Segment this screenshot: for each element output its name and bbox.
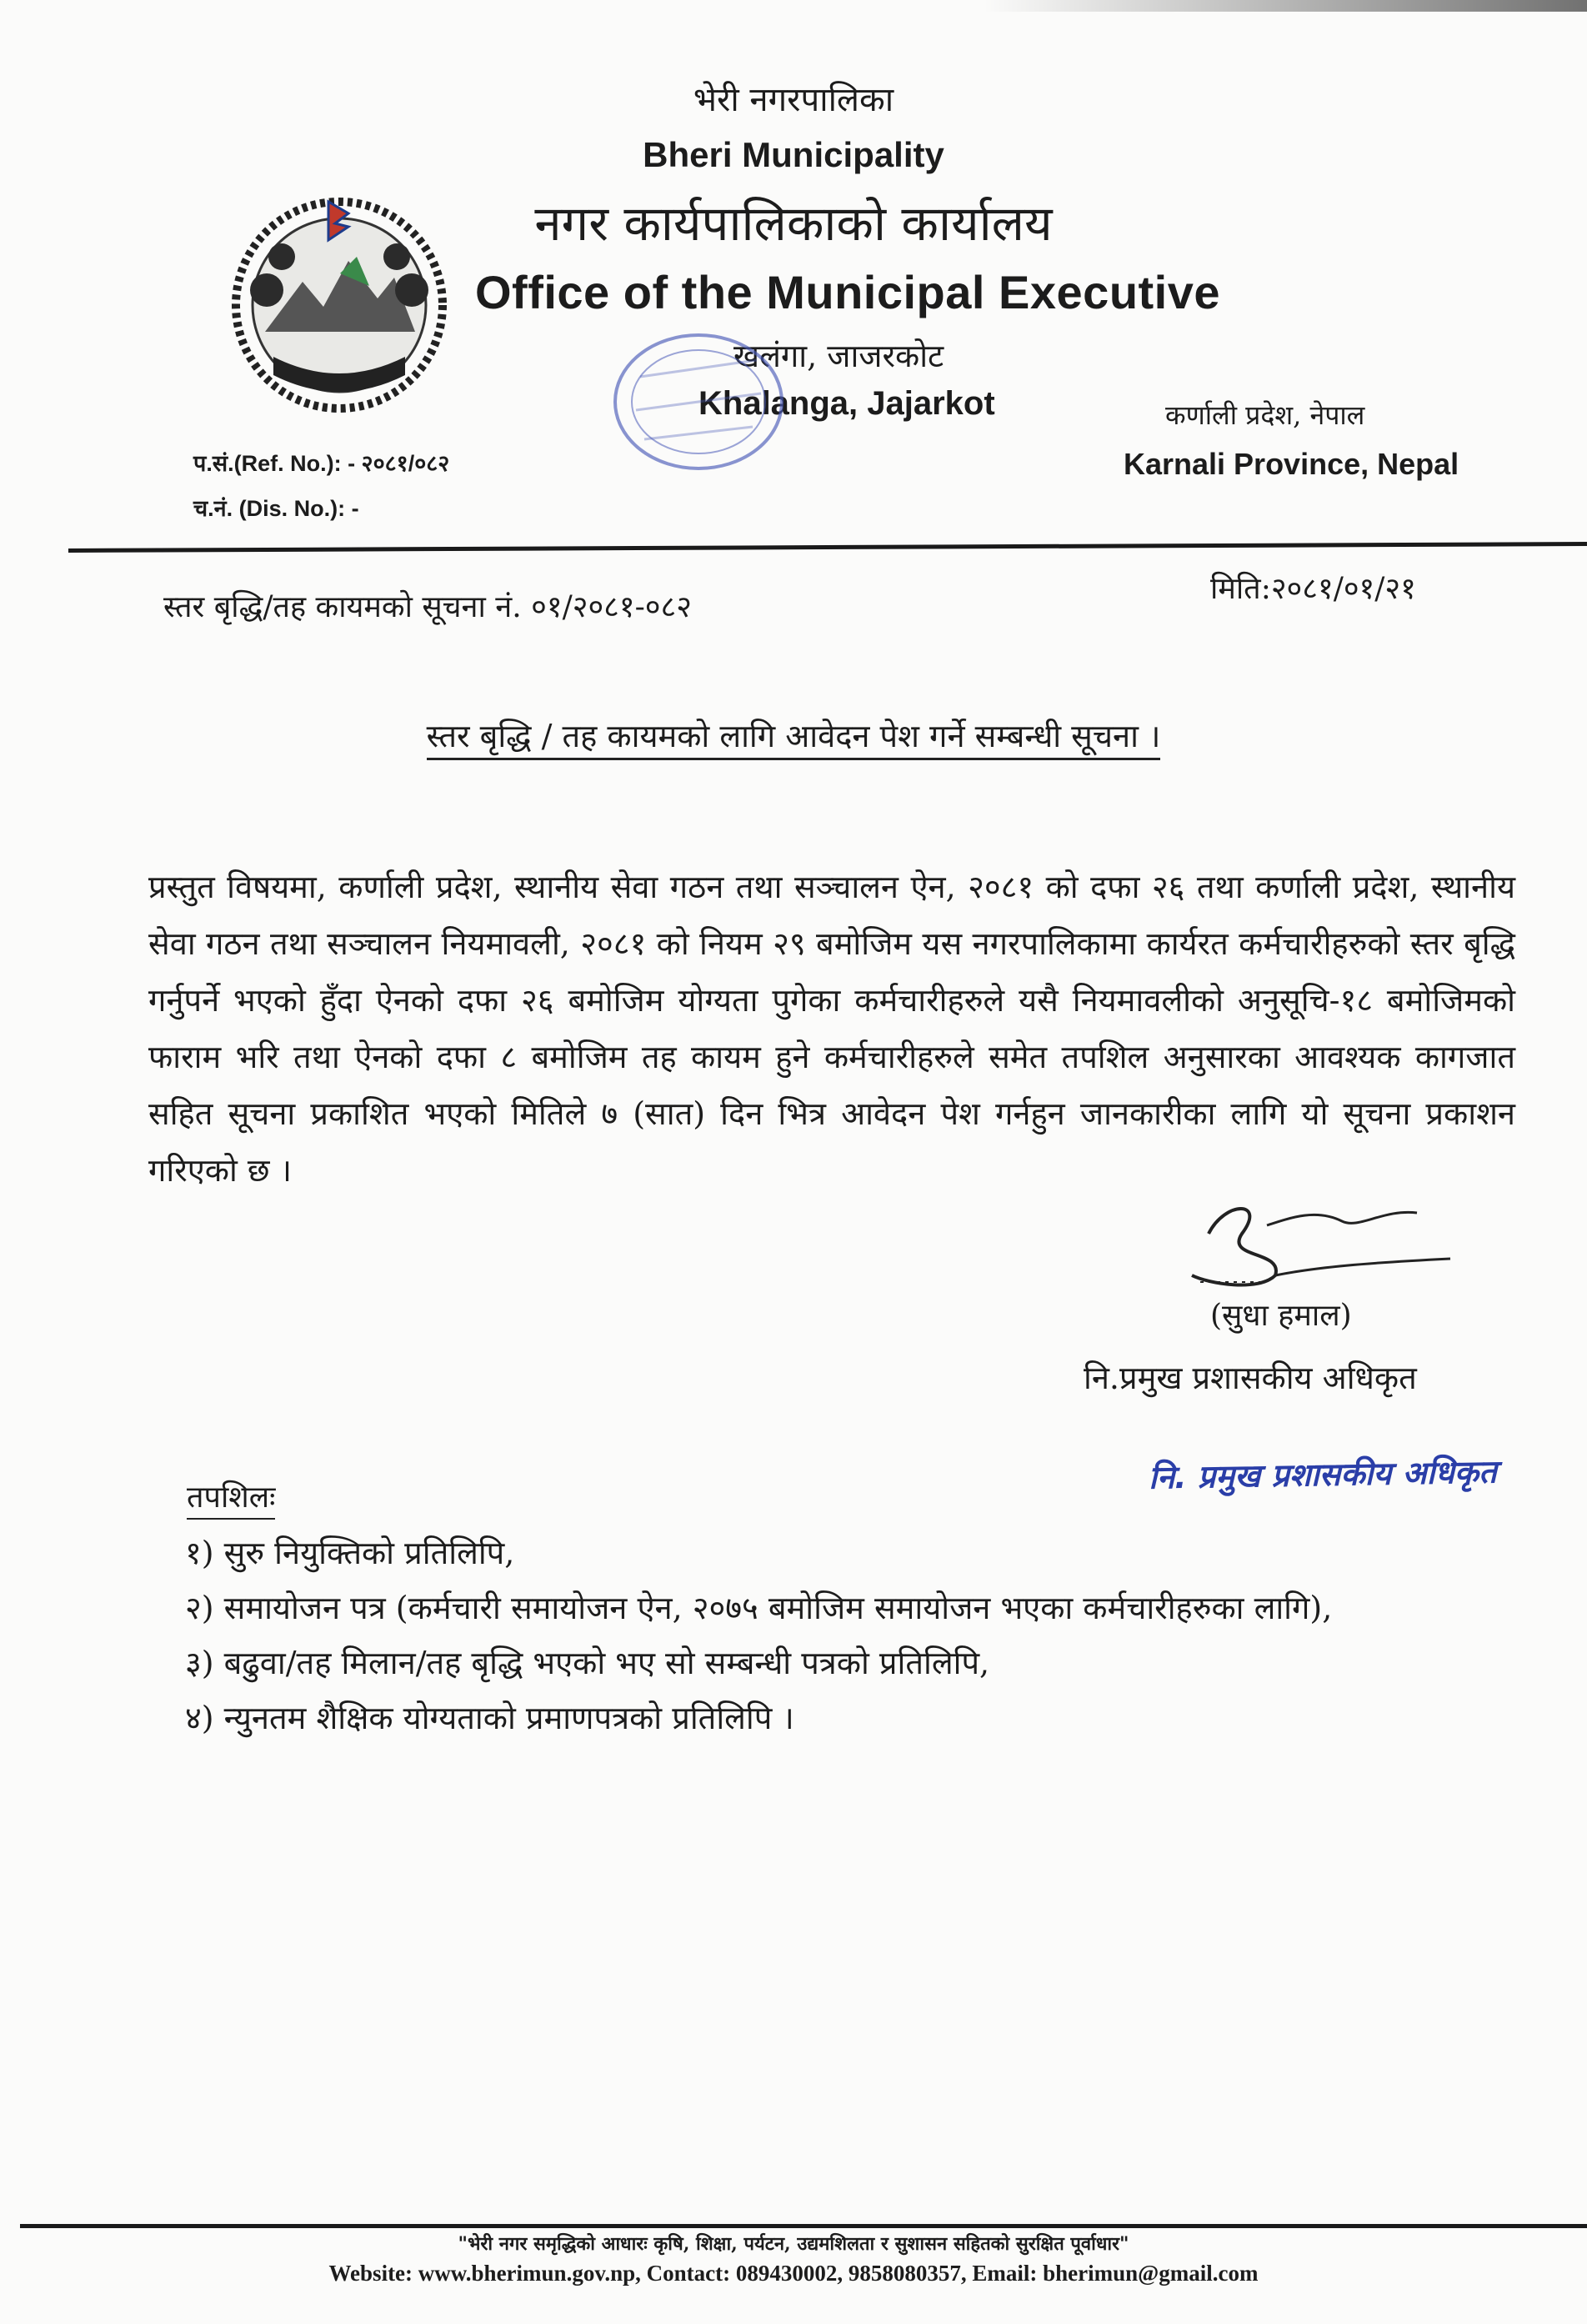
- office-title-english: Office of the Municipal Executive: [475, 266, 1221, 318]
- header-divider: [68, 542, 1587, 553]
- signer-name: (सुधा हमाल): [1210, 1299, 1352, 1333]
- notice-subject-text: स्तर बृद्धि / तह कायमको लागि आवेदन पेश गर्ने सम्बन्धी सूचना ।: [427, 718, 1161, 760]
- notice-body: प्रस्तुत विषयमा, कर्णाली प्रदेश, स्थानीय सेवा गठन तथा सञ्चालन ऐन, २०८१ को दफा २६ तथा कर्णाली प्रदेश, स्थानीय सेवा गठन तथा सञ्चालन नियमावली, २०८१ को नियम २९ बमोजिम यस नगरपालिकामा कार्यरत कर्मचारीहरुको स्तर बृद्धि गर्नुपर्ने भएको हुँदा ऐनको दफा २६ बमोजिम योग्यता पुगेका कर्मचारीहरुले यसै नियमावलीको अनुसूचि-१८ बमोजिमको फाराम भरि तथा ऐनको दफा ८ बमोजिम तह कायम हुने कर्मचारीहरुले समेत तपशिल अनुसारका आवश्यक कागजात सहित सूचना प्रकाशित भएको मितिले ७ (सात) दिन भित्र आवेदन पेश गर्नहुन जानकारीका लागि यो सूचना प्रकाशन गरिएको छ ।: [148, 869, 1515, 1189]
- scan-edge-shadow: [984, 0, 1587, 12]
- province-nepali: कर्णाली प्रदेश, नेपाल: [1165, 399, 1365, 431]
- handwritten-signature: [1175, 1184, 1475, 1300]
- address-nepali: खलंगा, जाजरकोट: [733, 338, 944, 374]
- footer-slogan: "भेरी नगर समृद्धिको आधारः कृषि, शिक्षा, पर्यटन, उद्यमशिलता र सुशासन सहितको सुरक्षित पूर्वाधार": [458, 2233, 1129, 2255]
- footer-divider: [20, 2224, 1587, 2228]
- notice-subject: [0, 714, 1587, 757]
- office-stamp: [607, 327, 790, 477]
- attachments-heading: तपशिलः: [187, 1475, 275, 1520]
- notice-number: स्तर बृद्धि/तह कायमको सूचना नं. ०१/२०८१-०८२: [163, 590, 692, 624]
- org-name-nepali: भेरी नगरपालिका: [693, 81, 894, 119]
- designation-stamp: नि. प्रमुख प्रशासकीय अधिकृत: [1148, 1453, 1498, 1496]
- office-title-nepali: नगर कार्यपालिकाको कार्यालय: [534, 195, 1053, 252]
- attachment-item: ४) न्युनतम शैक्षिक योग्यताको प्रमाणपत्रको प्रतिलिपि ।: [185, 1700, 794, 1736]
- attachment-item: १) सुरु नियुक्तिको प्रतिलिपि,: [185, 1535, 515, 1571]
- attachments-list: [185, 1525, 1332, 1746]
- address-english: Khalanga, Jajarkot: [698, 385, 995, 422]
- dispatch-number: च.नं. (Dis. No.): -: [193, 496, 359, 521]
- province-english: Karnali Province, Nepal: [1124, 447, 1459, 481]
- reference-number: प.सं.(Ref. No.): - २०८१/०८२: [193, 451, 450, 476]
- attachment-item: ३) बढुवा/तह मिलान/तह बृद्धि भएको भए सो सम्बन्धी पत्रको प्रतिलिपि,: [185, 1645, 990, 1681]
- signer-title: नि.प्रमुख प्रशासकीय अधिकृत: [1084, 1360, 1417, 1396]
- footer-contact: Website: www.bherimun.gov.np, Contact: 089430002, 9858080357, Email: bherimun@gmail.com: [328, 2261, 1259, 2286]
- notice-date: मिति:२०८१/०१/२१: [1210, 572, 1416, 606]
- org-name-english: Bheri Municipality: [643, 135, 944, 174]
- attachment-item: २) समायोजन पत्र (कर्मचारी समायोजन ऐन, २०७५ बमोजिम समायोजन भएका कर्मचारीहरुका लागि),: [185, 1590, 1333, 1626]
